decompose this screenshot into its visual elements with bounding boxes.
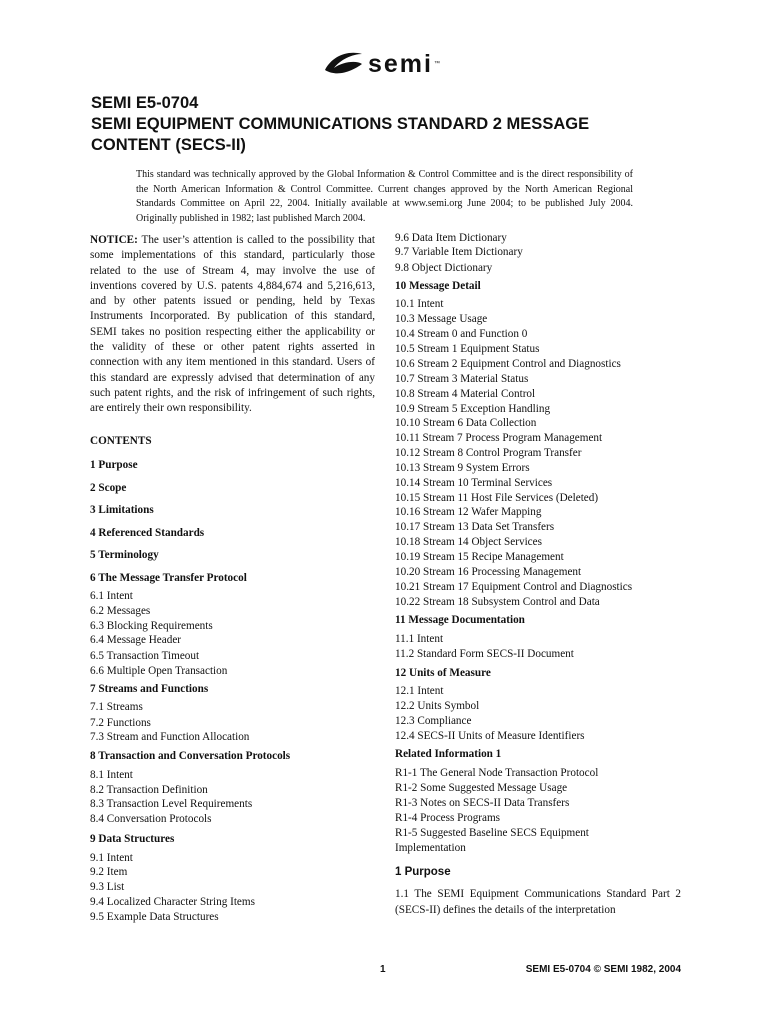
toc-entry[interactable]: 6.6 Multiple Open Transaction [90,665,228,677]
toc-entry[interactable]: 12.2 Units Symbol [395,700,480,712]
toc-entry[interactable]: 8.1 Intent [90,769,133,781]
toc-entry[interactable]: 10.18 Stream 14 Object Services [395,536,542,548]
toc-entry[interactable]: 12 Units of Measure [395,667,491,679]
toc-entry[interactable]: 10.13 Stream 9 System Errors [395,462,530,474]
logo-trademark: ™ [433,61,440,67]
purpose-paragraph: 1.1 The SEMI Equipment Communications Standard Part 2 (SECS-II) defines the details of the interpretation [395,888,681,916]
toc-entry[interactable]: 10.3 Message Usage [395,313,488,325]
toc-entry[interactable]: 10 Message Detail [395,280,481,292]
toc-entry[interactable]: R1-1 The General Node Transaction Protocol [395,767,599,779]
toc-entry[interactable]: 9 Data Structures [90,833,175,845]
title-line-2: SEMI EQUIPMENT COMMUNICATIONS STANDARD 2 MESSAGE [91,115,590,133]
toc-entry[interactable]: 10.9 Stream 5 Exception Handling [395,403,551,415]
patent-notice [90,233,375,417]
toc-entry[interactable]: 9.2 Item [90,866,128,878]
toc-entry[interactable]: 3 Limitations [90,504,154,516]
semi-swoosh-icon [322,48,366,80]
toc-entry[interactable]: 11.2 Standard Form SECS-II Document [395,648,574,660]
title-line-3: CONTENT (SECS-II) [91,136,246,154]
toc-entry[interactable]: 10.4 Stream 0 and Function 0 [395,328,528,340]
toc-entry[interactable]: 6.5 Transaction Timeout [90,650,200,662]
toc-entry[interactable]: 10.12 Stream 8 Control Program Transfer [395,447,582,459]
toc-entry[interactable]: 9.7 Variable Item Dictionary [395,246,523,258]
toc-entry[interactable]: R1-3 Notes on SECS-II Data Transfers [395,797,570,809]
toc-entry[interactable]: 7.1 Streams [90,701,143,713]
toc-entry[interactable]: 6.2 Messages [90,605,151,617]
toc-entry[interactable]: 9.5 Example Data Structures [90,911,219,923]
toc-entry[interactable]: 12.3 Compliance [395,715,472,727]
toc-entry[interactable]: R1-4 Process Programs [395,812,501,824]
section-heading-purpose: 1 Purpose [395,866,451,878]
toc-entry[interactable]: 9.1 Intent [90,852,133,864]
page-number: 1 [380,964,386,975]
toc-entry[interactable]: 4 Referenced Standards [90,527,205,539]
toc-entry[interactable]: 10.6 Stream 2 Equipment Control and Diagnostics [395,358,621,370]
notice-text: The user’s attention is called to the possibility that some implementations of this standard, particularly those related to the use of Stream 4, may involve the use of inventions covered by U.S. patents 4,884,674 and 5,216,613, and by other patents issued or pending, held by Texas Instruments Incorporated. By publication of this standard, SEMI takes no position respecting either the applicability or the validity of these or other patent rights asserted in connection with any item mentioned in this standard. Users of this standard are expressly advised that determination of any such patent rights, and the risk of infringement of such rights, are entirely their own responsibility. [90,234,375,415]
approval-statement: This standard was technically approved by the Global Information & Control Committee and is the direct responsibility of the North American Information & Control Committee. Current changes approved by the North American Regional Standards Committee on April 22, 2004. Initially available at www.semi.org June 2004; to be published July 2004. Originally published in 1982; last published March 2004. [136,169,633,224]
toc-entry[interactable]: 10.22 Stream 18 Subsystem Control and Data [395,596,600,608]
document-title [91,93,711,156]
toc-entry[interactable]: 11.1 Intent [395,633,444,645]
toc-entry[interactable]: Related Information 1 [395,748,502,760]
toc-entry[interactable]: 10.14 Stream 10 Terminal Services [395,477,553,489]
toc-entry[interactable]: 12.4 SECS-II Units of Measure Identifiers [395,730,585,742]
toc-entry[interactable]: 9.4 Localized Character String Items [90,896,255,908]
toc-entry[interactable]: 10.15 Stream 11 Host File Services (Deleted) [395,492,599,504]
toc-entry[interactable]: 2 Scope [90,482,127,494]
toc-entry[interactable]: 10.7 Stream 3 Material Status [395,373,529,385]
toc-entry[interactable]: 10.17 Stream 13 Data Set Transfers [395,521,555,533]
toc-entry[interactable]: 10.1 Intent [395,298,444,310]
toc-entry[interactable]: 6.4 Message Header [90,634,182,646]
toc-entry[interactable]: 6.1 Intent [90,590,133,602]
toc-entry[interactable]: 9.6 Data Item Dictionary [395,232,507,244]
toc-entry[interactable]: 9.3 List [90,881,125,893]
toc-entry[interactable]: 7.3 Stream and Function Allocation [90,731,250,743]
toc-entry[interactable]: 10.10 Stream 6 Data Collection [395,417,537,429]
title-line-1: SEMI E5-0704 [91,94,199,112]
contents-heading: CONTENTS [90,435,152,447]
toc-entry[interactable]: 6 The Message Transfer Protocol [90,572,247,584]
toc-entry[interactable]: 11 Message Documentation [395,614,525,626]
toc-entry[interactable]: 7.2 Functions [90,717,151,729]
toc-entry[interactable]: 10.16 Stream 12 Wafer Mapping [395,506,542,518]
footer-copyright: SEMI E5-0704 © SEMI 1982, 2004 [525,964,681,975]
toc-entry[interactable]: 8.3 Transaction Level Requirements [90,798,253,810]
toc-entry[interactable]: 8 Transaction and Conversation Protocols [90,750,291,762]
toc-entry[interactable]: R1-5 Suggested Baseline SECS Equipment Implementation [395,827,589,854]
toc-entry[interactable]: 7 Streams and Functions [90,683,209,695]
toc-entry[interactable]: 1 Purpose [90,459,138,471]
toc-entry[interactable]: 10.21 Stream 17 Equipment Control and Diagnostics [395,581,633,593]
toc-entry[interactable]: 9.8 Object Dictionary [395,262,493,274]
toc-entry[interactable]: 5 Terminology [90,549,159,561]
semi-logo [322,48,440,80]
toc-entry[interactable]: 6.3 Blocking Requirements [90,620,213,632]
toc-entry[interactable]: 10.20 Stream 16 Processing Management [395,566,582,578]
toc-entry[interactable]: 10.5 Stream 1 Equipment Status [395,343,540,355]
logo-text: semi [368,49,433,78]
toc-entry[interactable]: 12.1 Intent [395,685,444,697]
toc-entry[interactable]: 10.19 Stream 15 Recipe Management [395,551,564,563]
toc-entry[interactable]: 10.8 Stream 4 Material Control [395,388,536,400]
toc-entry[interactable]: 8.2 Transaction Definition [90,784,208,796]
toc-entry[interactable]: R1-2 Some Suggested Message Usage [395,782,568,794]
toc-entry[interactable]: 10.11 Stream 7 Process Program Management [395,432,603,444]
notice-label: NOTICE: [90,234,138,246]
toc-entry[interactable]: 8.4 Conversation Protocols [90,813,212,825]
